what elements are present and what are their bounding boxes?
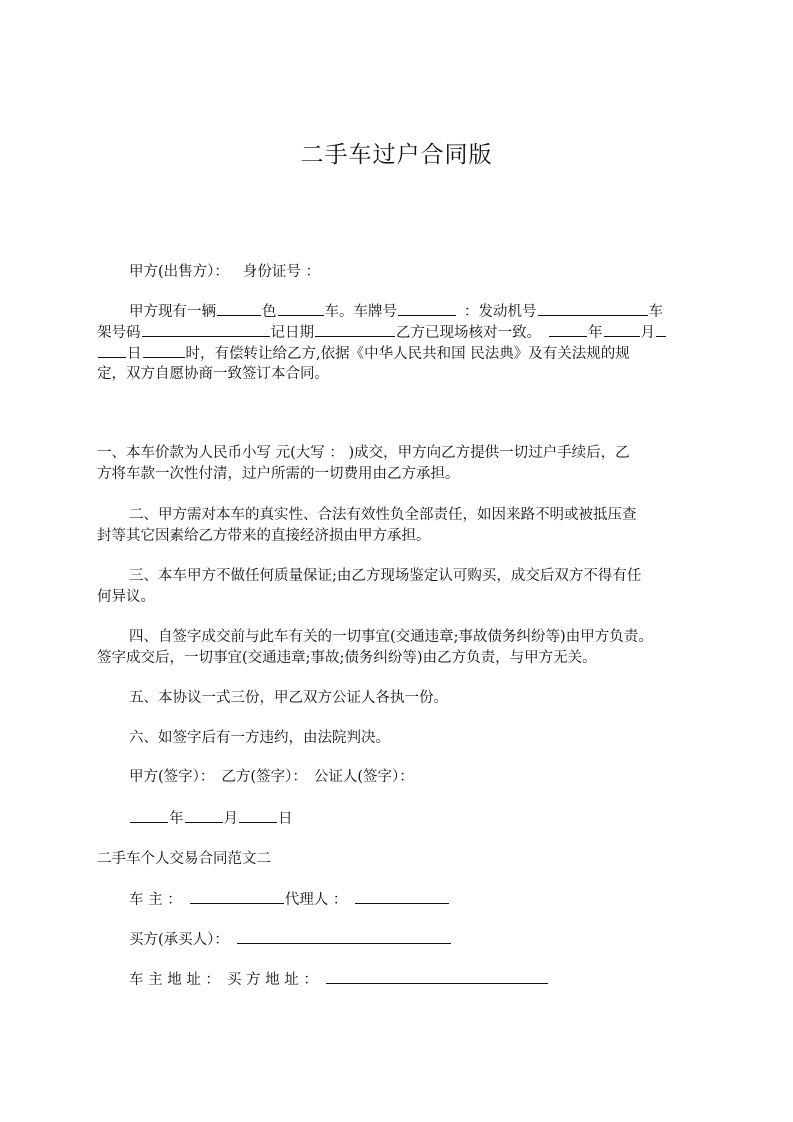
vehicle-text: 车 <box>648 304 663 320</box>
clause-5: 五、本协议一式三份，甲乙双方公证人各执一份。 <box>129 690 448 706</box>
vehicle-text: 月 <box>640 325 655 341</box>
buyer-label: 买方(承买人）： <box>129 932 229 948</box>
clause-1-line-2: 方将车款一次性付清，过户所需的一切费用由乙方承担。 <box>97 466 460 482</box>
blank-year <box>549 322 587 337</box>
blank-day-start <box>656 322 666 337</box>
clause-4-line-1: 四、自签字成交前与此车有关的一切事宜(交通违章;事故债务纠纷等)由甲方负责。 <box>129 629 653 645</box>
date-day-label: 日 <box>278 811 293 827</box>
vehicle-text: 色 <box>262 304 277 320</box>
blank-agent <box>355 889 449 904</box>
vehicle-line-4 <box>97 364 707 385</box>
agent-label: 代理人 ： <box>284 892 348 908</box>
clause-3-line-2: 何异议。 <box>97 589 155 605</box>
party-a-line <box>97 262 739 283</box>
vehicle-text: 年 <box>588 325 603 341</box>
vehicle-text: 定，双方自愿协商一致签订本合同。 <box>97 366 329 382</box>
vehicle-text: 乙方已现场核对一致。 <box>396 325 541 341</box>
blank-month <box>604 322 640 337</box>
vehicle-line-2 <box>97 322 707 344</box>
party-a-label: 甲方(出售方）： <box>129 264 229 280</box>
vehicle-text: ：发动机号 <box>464 304 537 320</box>
clause-4-line-2: 签字成交后，一切事宜(交通违章;事故;债务纠纷等)由乙方负责，与甲方无关。 <box>97 650 597 666</box>
blank-hour <box>143 343 185 358</box>
party-a-signature-label: 甲方(签字）： <box>129 769 215 785</box>
party-b-signature-label: 乙方(签字）： <box>221 769 307 785</box>
vehicle-line-3 <box>97 343 707 365</box>
date-line <box>97 808 739 830</box>
blank-address <box>326 969 548 984</box>
signature-line <box>97 767 739 788</box>
id-number-label: 身份证号 ： <box>242 264 321 280</box>
blank-owner <box>190 889 284 904</box>
blank-register-date <box>315 322 395 337</box>
vehicle-text: 架号码 <box>97 325 141 341</box>
vehicle-text: 甲方现有一辆 <box>129 304 216 320</box>
buyer-line <box>97 929 739 951</box>
vehicle-text: 记日期 <box>270 325 314 341</box>
document-title: 二手车过户合同版 <box>300 142 493 168</box>
blank-sign-day <box>239 808 277 823</box>
clause-1-line-1: 一、本车价款为人民币小写 元(大写 ： )成交，甲方向乙方提供一切过户手续后，乙 <box>97 445 630 461</box>
buyer-address-label: 买 方 地 址 ： <box>226 972 318 988</box>
clause-2-line-2: 封等其它因素给乙方带来的直接经济损由甲方承担。 <box>97 528 431 544</box>
blank-vehicle-type <box>278 301 324 316</box>
blank-frame-number <box>142 322 270 337</box>
address-line <box>97 969 739 991</box>
blank-plate-number <box>398 301 456 316</box>
clause-3-line-1: 三、本车甲方不做任何质量保证;由乙方现场鉴定认可购买，成交后双方不得有任 <box>129 568 642 584</box>
blank-day <box>98 343 126 358</box>
clause-6: 六、如签字后有一方违约，由法院判决。 <box>129 730 390 746</box>
blank-engine-number <box>538 301 648 316</box>
vehicle-text: 时，有偿转让给乙方,依据《中华人民共和国 民法典》及有关法规的规 <box>185 346 630 362</box>
blank-sign-month <box>185 808 223 823</box>
vehicle-text: 日 <box>127 346 142 362</box>
vehicle-text: 车。车牌号 <box>324 304 397 320</box>
clause-2-line-1: 二、甲方需对本车的真实性、合法有效性负全部责任，如因来路不明或被抵压查 <box>129 507 637 523</box>
blank-color <box>217 301 261 316</box>
blank-buyer <box>237 929 451 944</box>
section-2-heading: 二手车个人交易合同范文二 <box>97 851 271 867</box>
owner-label: 车 主 ： <box>129 892 182 908</box>
blank-sign-year <box>130 808 168 823</box>
owner-agent-line <box>97 889 739 911</box>
vehicle-line-1 <box>97 301 739 323</box>
notary-signature-label: 公证人(签字）： <box>313 769 414 785</box>
date-year-label: 年 <box>169 811 184 827</box>
date-month-label: 月 <box>223 811 238 827</box>
owner-address-label: 车 主 地 址 ： <box>129 972 220 988</box>
